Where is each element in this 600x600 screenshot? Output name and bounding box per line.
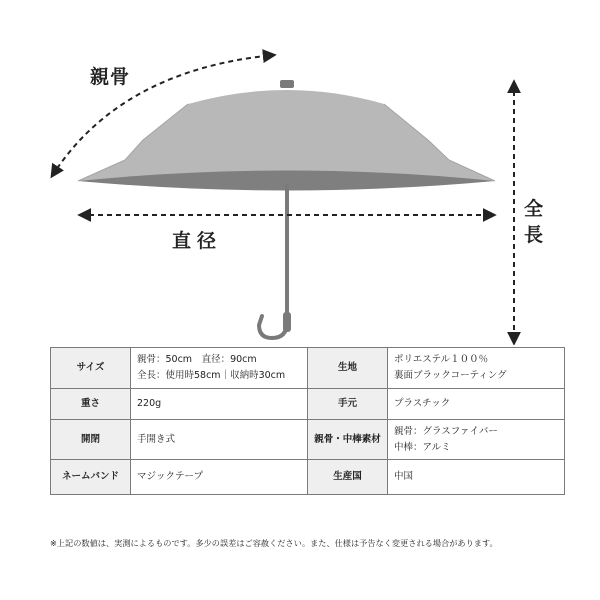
spec-value: 親骨：グラスファイバー 中棒：アルミ [388, 420, 565, 460]
spec-table [50, 347, 565, 495]
table-row [51, 420, 565, 460]
spec-key: サイズ [51, 348, 131, 389]
spec-key: 親骨・中棒素材 [308, 420, 388, 460]
table-row [51, 389, 565, 420]
umbrella-tip [280, 80, 294, 88]
umbrella-handle [283, 312, 291, 332]
spec-value: 中国 [388, 460, 565, 495]
spec-key: 生地 [308, 348, 388, 389]
spec-value: 220g [131, 389, 308, 420]
spec-key: 手元 [308, 389, 388, 420]
spec-key: 生産国 [308, 460, 388, 495]
spec-value: 手開き式 [131, 420, 308, 460]
spec-value: ポリエステル１００％ 裏面ブラックコーティング [388, 348, 565, 389]
spec-key: 開閉 [51, 420, 131, 460]
label-rib: 親骨 [90, 66, 131, 88]
umbrella-shaft [259, 186, 287, 338]
spec-value: プラスチック [388, 389, 565, 420]
label-diameter: 直径 [172, 230, 223, 252]
table-row [51, 460, 565, 495]
spec-key: ネームバンド [51, 460, 131, 495]
spec-value: マジックテープ [131, 460, 308, 495]
table-row [51, 348, 565, 389]
spec-key: 重さ [51, 389, 131, 420]
disclaimer-note: ※上記の数値は、実測によるものです。多少の誤差はご容赦ください。また、仕様は予告なく変更される場合があります。 [50, 538, 498, 548]
canopy-top [78, 90, 495, 181]
spec-value: 親骨：50cm 直径：90cm 全長：使用時58cm｜収納時30cm [131, 348, 308, 389]
label-length: 全長 [524, 198, 545, 246]
